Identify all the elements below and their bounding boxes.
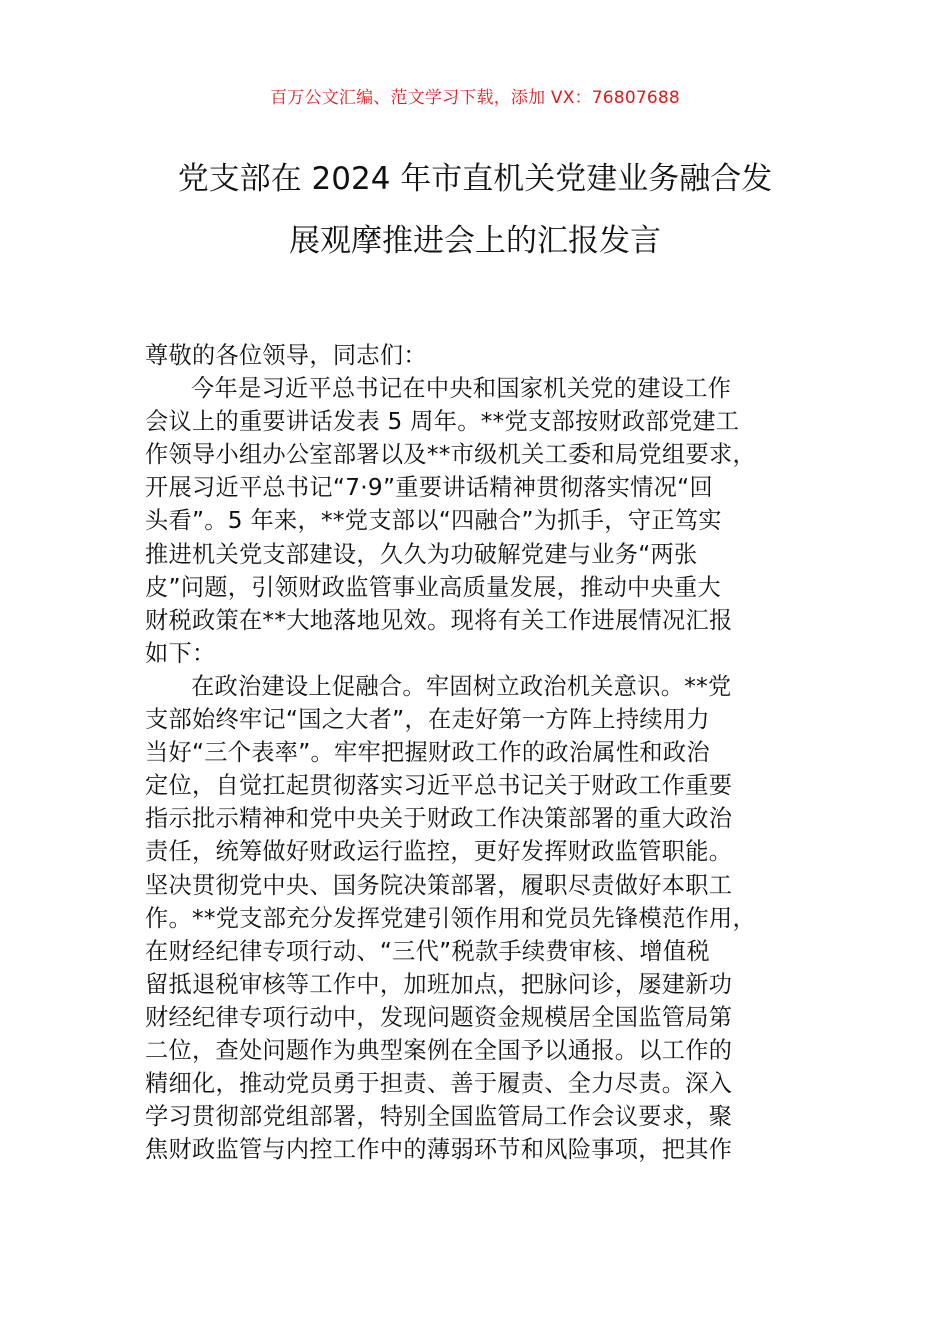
paragraph-line: 财税政策在**大地落地见效。现将有关工作进展情况汇报	[145, 606, 733, 634]
body-paragraphs	[145, 372, 815, 1166]
paragraph-line: 头看”。5 年来，**党支部以“四融合”为抓手，守正笃实	[145, 507, 722, 535]
paragraph-line: 作领导小组办公室部署以及**市级机关工委和局党组要求，	[145, 441, 756, 469]
paragraph-line: 焦财政监管与内控工作中的薄弱环节和风险事项，把其作	[145, 1136, 733, 1164]
paragraph-line: 精细化，推动党员勇于担责、善于履责、全力尽责。深入	[145, 1070, 733, 1098]
paragraph-line: 如下：	[145, 639, 216, 667]
paragraph-first-line: 在政治建设上促融合。牢固树立政治机关意识。**党	[191, 672, 732, 700]
paragraph-line: 当好“三个表率”。牢牢把握财政工作的政治属性和政治	[145, 739, 710, 767]
paragraph-line: 指示批示精神和党中央关于财政工作决策部署的重大政治	[145, 805, 733, 833]
paragraph-line: 支部始终牢记“国之大者”，在走好第一方阵上持续用力	[145, 706, 710, 734]
paragraph-line: 学习贯彻部党组部署，特别全国监管局工作会议要求，聚	[145, 1103, 733, 1131]
paragraph-line: 开展习近平总书记“7·9”重要讲话精神贯彻落实情况“回	[145, 474, 713, 502]
paragraph-line: 留抵退税审核等工作中，加班加点，把脉问诊，屡建新功	[145, 970, 733, 998]
document-title	[140, 148, 810, 272]
title-line-1: 党支部在 2024 年市直机关党建业务融合发	[177, 161, 773, 197]
paragraph-line: 责任，统筹做好财政运行监控，更好发挥财政监管职能。	[145, 838, 733, 866]
paragraph-line: 在财经纪律专项行动、“三代”税款手续费审核、增值税	[145, 937, 710, 965]
paragraph-line: 会议上的重要讲话发表 5 周年。**党支部按财政部党建工	[145, 408, 740, 436]
salutation: 尊敬的各位领导，同志们：	[145, 342, 427, 369]
paragraph-line: 二位，查处问题作为典型案例在全国予以通报。以工作的	[145, 1036, 733, 1064]
paragraph-first-line: 今年是习近平总书记在中央和国家机关党的建设工作	[191, 375, 732, 403]
document-body	[145, 339, 815, 1166]
paragraph-line: 推进机关党支部建设，久久为功破解党建与业务“两张	[145, 540, 698, 568]
paragraph-line: 作。**党支部充分发挥党建引领作用和党员先锋模范作用，	[145, 904, 756, 932]
download-promo-note: 百万公文汇编、范文学习下载，添加 VX：76807688	[270, 88, 680, 108]
paragraph-line: 坚决贯彻党中央、国务院决策部署，履职尽责做好本职工	[145, 871, 733, 899]
paragraph-line: 定位，自觉扛起贯彻落实习近平总书记关于财政工作重要	[145, 772, 733, 800]
paragraph-line: 皮”问题，引领财政监管事业高质量发展，推动中央重大	[145, 573, 722, 601]
title-line-2: 展观摩推进会上的汇报发言	[289, 223, 661, 259]
paragraph-line: 财经纪律专项行动中，发现问题资金规模居全国监管局第	[145, 1003, 733, 1031]
